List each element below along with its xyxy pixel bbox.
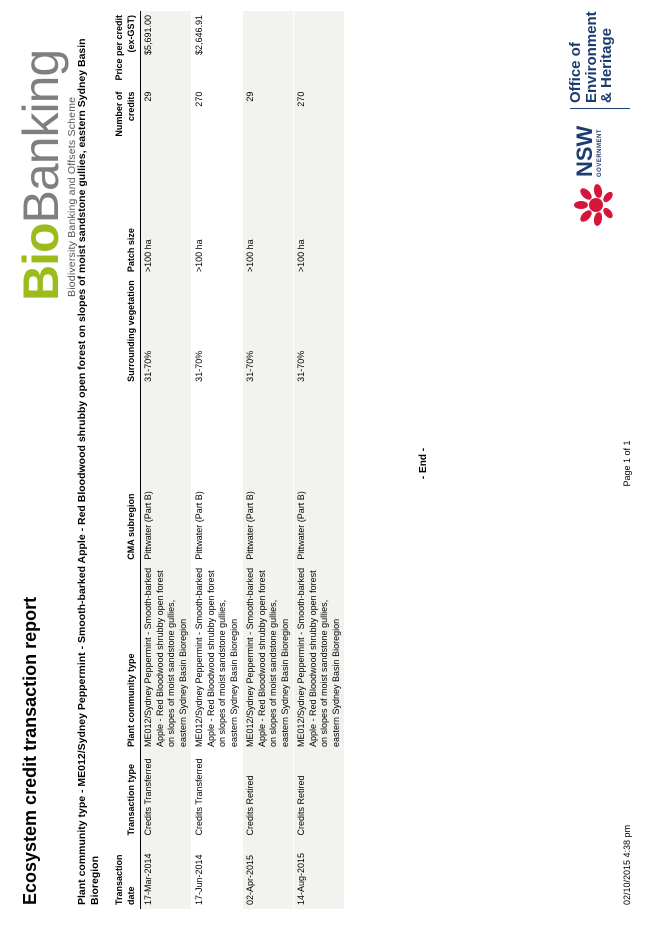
cell-surrounding: 31-70% xyxy=(296,350,306,382)
nsw-government-label: GOVERNMENT xyxy=(597,128,603,177)
cell-surrounding: 31-70% xyxy=(245,350,255,382)
biobanking-logo-banking: Banking xyxy=(13,49,69,224)
cell-price: $5,691.00 xyxy=(143,15,153,56)
plant-community-heading: Plant community type - ME012/Sydney Peppermint - Smooth-barked Apple - Red Bloodwood shrubby open forest on slopes of moist sandstone gullies, eastern Sydney Basin Bioregion xyxy=(76,38,101,905)
cell-credits: 270 xyxy=(296,91,306,107)
biobanking-tagline: Biodiversity Banking and Offsets Scheme xyxy=(66,96,78,297)
footer-date: 02/10/2015 4:38 pm xyxy=(622,824,632,905)
cell-cma: Pittwater (Part B) xyxy=(296,491,306,560)
col-header-patch: Patch size xyxy=(112,145,141,276)
cell-cma: Pittwater (Part B) xyxy=(194,491,204,560)
cell-credits: 270 xyxy=(194,91,204,107)
cell-type: Credits Transferred xyxy=(143,758,153,836)
cell-credits: 29 xyxy=(143,91,153,102)
cell-cma: Pittwater (Part B) xyxy=(143,491,153,560)
cell-price: $2,646.91 xyxy=(194,15,204,56)
biobanking-logo-bio: Bio xyxy=(13,223,69,301)
col-header-price: Price per credit (ex-GST) xyxy=(112,11,141,88)
col-header-type: Transaction type xyxy=(112,751,141,840)
cell-patch: >100 ha xyxy=(296,239,306,273)
end-marker: - End - xyxy=(418,447,429,480)
col-header-community: Plant community type xyxy=(112,564,141,751)
table-header-row xyxy=(112,11,141,909)
cell-credits: 29 xyxy=(245,91,255,102)
cell-price xyxy=(294,11,345,88)
col-header-cma: CMA subregion xyxy=(112,386,141,564)
col-header-surrounding: Surrounding vegetation xyxy=(112,276,141,386)
table-row xyxy=(243,11,294,909)
col-header-credits: Number of credits xyxy=(112,88,141,145)
nsw-wordmark: NSW xyxy=(572,125,597,177)
cell-patch: >100 ha xyxy=(143,239,153,273)
oeh-wordmark xyxy=(568,11,615,103)
cell-date: 17-Mar-2014 xyxy=(143,853,153,905)
cell-type: Credits Retired xyxy=(296,775,306,836)
cell-community: ME012/Sydney Peppermint - Smooth-barked Apple - Red Bloodwood shrubby open forest on slopes of moist sandstone gullies, eastern Sydney Basin Bioregion xyxy=(296,567,341,747)
cell-date: 14-Aug-2015 xyxy=(296,852,306,905)
oeh-line-3: & Heritage xyxy=(598,27,615,103)
cell-price xyxy=(243,11,294,88)
cell-community: ME012/Sydney Peppermint - Smooth-barked Apple - Red Bloodwood shrubby open forest on slopes of moist sandstone gullies, eastern Sydney Basin Bioregion xyxy=(194,567,239,747)
cell-patch: >100 ha xyxy=(245,239,255,273)
cell-type: Credits Transferred xyxy=(194,758,204,836)
logo-divider xyxy=(570,108,630,109)
cell-date: 17-Jun-2014 xyxy=(194,854,204,905)
waratah-icon xyxy=(572,183,616,227)
oeh-line-1: Office of xyxy=(567,42,584,103)
footer-page-number: Page 1 of 1 xyxy=(622,440,632,487)
transaction-table xyxy=(112,11,345,909)
cell-type: Credits Retired xyxy=(245,775,255,836)
cell-date: 02-Apr-2015 xyxy=(245,854,255,905)
cell-community: ME012/Sydney Peppermint - Smooth-barked Apple - Red Bloodwood shrubby open forest on slopes of moist sandstone gullies, eastern Sydney Basin Bioregion xyxy=(143,567,188,747)
cell-surrounding: 31-70% xyxy=(143,350,153,382)
cell-cma: Pittwater (Part B) xyxy=(245,491,255,560)
cell-patch: >100 ha xyxy=(194,239,204,273)
col-header-date: Transaction date xyxy=(112,840,141,909)
oeh-line-2: Environment xyxy=(582,11,600,103)
cell-surrounding: 31-70% xyxy=(194,350,204,382)
cell-community: ME012/Sydney Peppermint - Smooth-barked Apple - Red Bloodwood shrubby open forest on slopes of moist sandstone gullies, eastern Sydney Basin Bioregion xyxy=(245,567,290,747)
table-row xyxy=(294,11,345,909)
table-row xyxy=(192,11,243,909)
nsw-oeh-logo xyxy=(568,7,648,227)
report-title: Ecosystem credit transaction report xyxy=(20,596,40,905)
table-row xyxy=(141,11,192,909)
